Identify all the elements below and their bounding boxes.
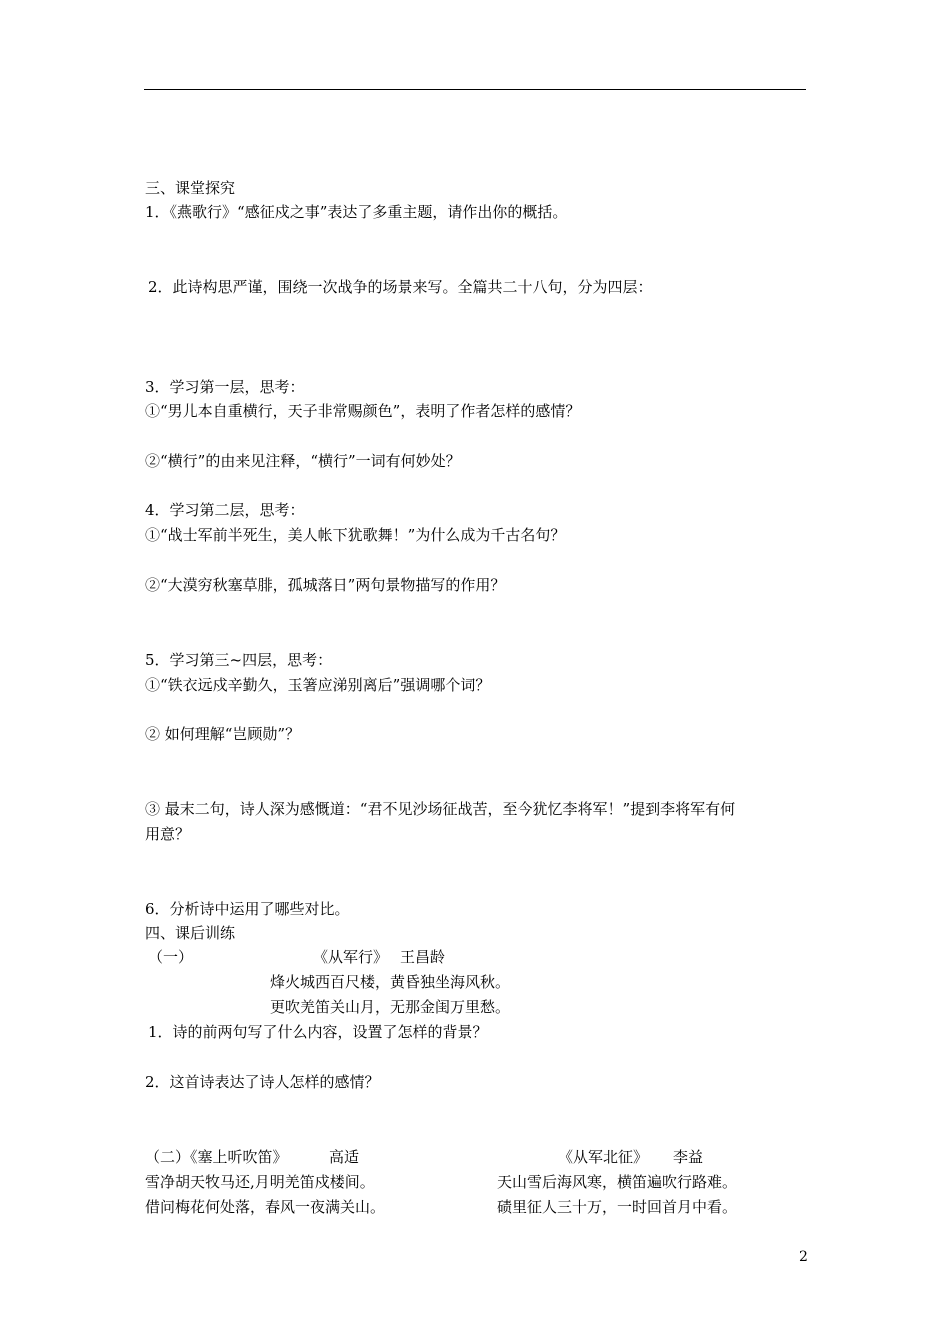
question-4-sub2: ②“大漠穷秋塞草腓，孤城落日”两句景物描写的作用？ [145, 576, 506, 594]
part-1-label: （一） [148, 948, 194, 966]
part-1-question-2: 2．这首诗表达了诗人怎样的感情？ [145, 1073, 380, 1091]
poem-right-title: 《从军北征》 [558, 1148, 649, 1166]
question-1: 1．《燕歌行》“感征戍之事”表达了多重主题，请作出你的概括。 [145, 203, 568, 221]
question-5-sub3-line1: ③ 最末二句，诗人深为感慨道：“君不见沙场征战苦，至今犹忆李将军！”提到李将军有何 [145, 800, 736, 818]
poem-right-line-1: 天山雪后海风寒，横笛遍吹行路难。 [497, 1173, 738, 1191]
poem-left-poet: 高适 [329, 1148, 360, 1166]
poem-left-line-1: 雪净胡天牧马还,月明羌笛戍楼间。 [145, 1173, 375, 1191]
question-3-title: 3．学习第一层，思考： [145, 378, 305, 396]
poem-left-line-2: 借问梅花何处落，春风一夜满关山。 [145, 1198, 386, 1216]
poem-right-poet: 李益 [673, 1148, 704, 1166]
poet-name: 王昌龄 [400, 948, 446, 966]
part-1-question-1: 1．诗的前两句写了什么内容，设置了怎样的背景？ [148, 1023, 488, 1041]
section-heading-homework: 四、课后训练 [145, 924, 236, 942]
question-4-sub1: ①“战士军前半死生，美人帐下犹歌舞！”为什么成为千古名句？ [145, 526, 566, 544]
question-4-title: 4．学习第二层，思考： [145, 501, 305, 519]
page-number: 2 [799, 1249, 808, 1265]
section-heading-classroom: 三、课堂探究 [145, 179, 236, 197]
question-5-title: 5．学习第三~四层，思考： [145, 651, 333, 669]
poem-left-header: （二）《塞上听吹笛》 [145, 1148, 288, 1166]
poem-line-1: 烽火城西百尺楼，黄昏独坐海风秋。 [270, 973, 511, 991]
question-5-sub3-line2: 用意？ [145, 825, 191, 843]
poem-line-2: 更吹羌笛关山月，无那金闺万里愁。 [270, 998, 511, 1016]
question-2: 2．此诗构思严谨，围绕一次战争的场景来写。全篇共二十八句，分为四层： [148, 278, 653, 296]
question-3-sub1: ①“男儿本自重横行，天子非常赐颜色”，表明了作者怎样的感情？ [145, 402, 581, 420]
question-5-sub2: ② 如何理解“岂顾勋”？ [145, 725, 301, 743]
question-3-sub2: ②“横行”的由来见注释，“横行”一词有何妙处？ [145, 452, 461, 470]
question-5-sub1: ①“铁衣远戍辛勤久，玉箸应涕别离后”强调哪个词？ [145, 676, 491, 694]
header-rule [144, 89, 806, 90]
question-6: 6．分析诗中运用了哪些对比。 [145, 900, 350, 918]
poem-right-line-2: 碛里征人三十万，一时回首月中看。 [497, 1198, 738, 1216]
poem-title: 《从军行》 [313, 948, 389, 966]
